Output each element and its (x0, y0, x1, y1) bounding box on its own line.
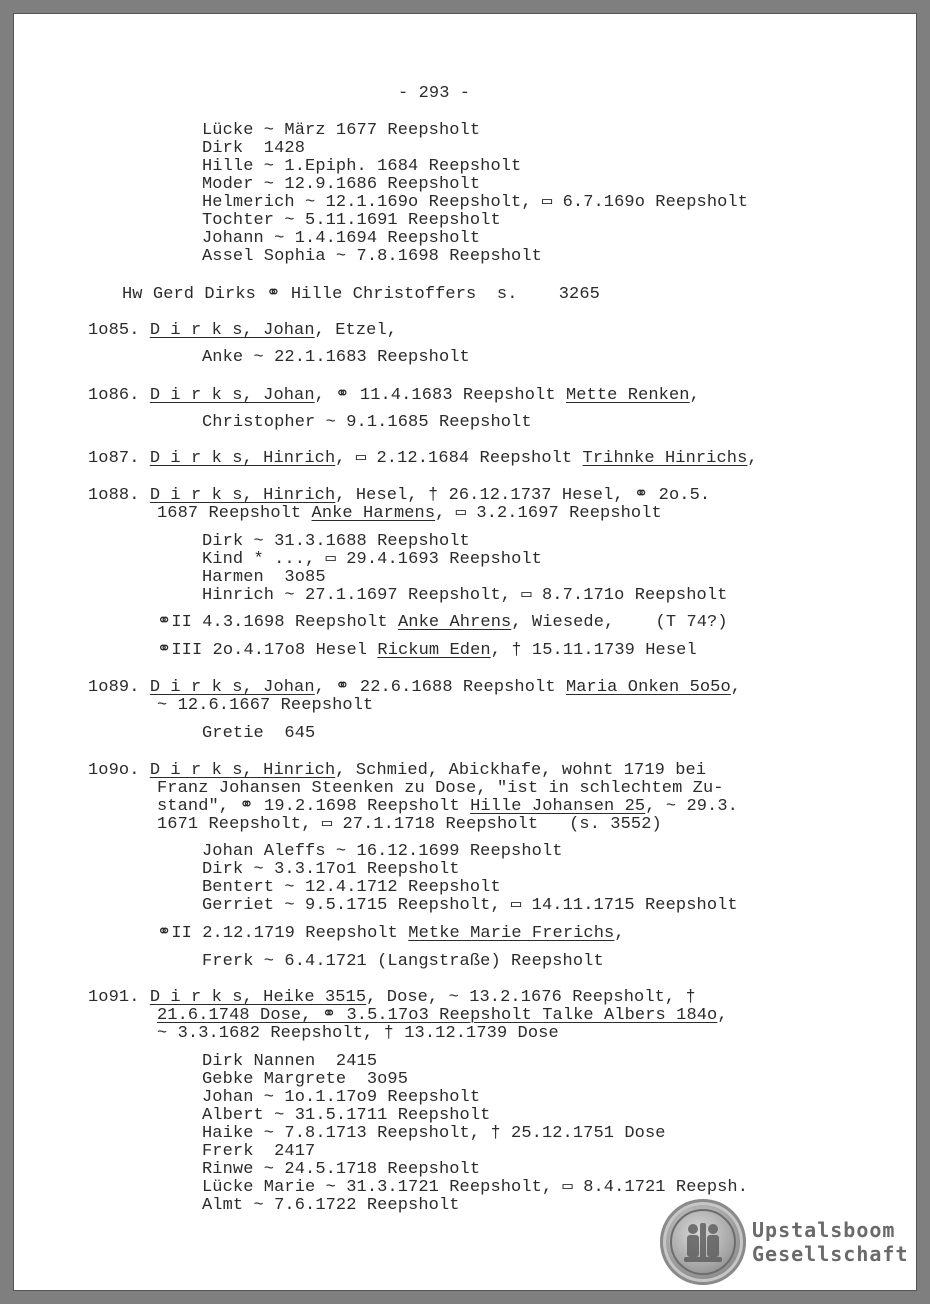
entry-1086 (88, 387, 700, 405)
entry-name: D i r k s, Johan (149, 678, 315, 697)
entry-text: , Schmied, Abickhafe, wohnt 1719 bei (335, 761, 707, 780)
entry-1088-line2 (157, 505, 662, 523)
child-line: Gerriet ~ 9.5.1715 Reepsholt, ▭ 14.11.1715 Reepsholt (202, 896, 738, 915)
child-line: Anke ~ 22.1.1683 Reepsholt (202, 348, 470, 367)
child-line: Johann ~ 1.4.1694 Reepsholt (202, 229, 481, 248)
document-page (14, 14, 916, 1290)
child-line: Johan Aleffs ~ 16.12.1699 Reepsholt (202, 842, 563, 861)
entry-text: ⚭II 4.3.1698 Reepsholt (157, 613, 398, 632)
child-line: Almt ~ 7.6.1722 Reepsholt (202, 1196, 460, 1215)
entry-name: D i r k s, Johan (149, 386, 315, 405)
spouse-name: Rickum Eden (377, 641, 491, 660)
entry-1089 (88, 679, 741, 697)
entry-1087 (88, 450, 758, 468)
entry-name: D i r k s, Heike 3515 (149, 988, 367, 1007)
entry-text: , † 15.11.1739 Hesel (490, 641, 697, 660)
entry-number: 1o91. (88, 988, 140, 1007)
entry-number: 1o87. (88, 449, 140, 468)
entry-text: ~ 12.6.1667 Reepsholt (157, 696, 374, 715)
entry-1085 (88, 322, 397, 340)
marriage-2-line (157, 614, 728, 632)
entry-text: , (614, 924, 625, 943)
entry-text: , ⚭ 22.6.1688 Reepsholt (314, 678, 566, 697)
child-line: Dirk ~ 31.3.1688 Reepsholt (202, 532, 470, 551)
child-line: Bentert ~ 12.4.1712 Reepsholt (202, 878, 501, 897)
seal-figures-icon (660, 1199, 746, 1285)
entry-text: Franz Johansen Steenken zu Dose, "ist in schlechtem Zu- (157, 779, 724, 798)
page-number: - 293 - (398, 84, 471, 103)
child-line: Dirk ~ 3.3.17o1 Reepsholt (202, 860, 460, 879)
entry-text: , ~ 29.3. (645, 797, 738, 816)
entry-text: 21.6.1748 Dose, ⚭ 3.5.17o3 Reepsholt (157, 1006, 543, 1025)
spouse-name: Trihnke Hinrichs (582, 449, 748, 468)
entry-text: , Wiesede, (T 74?) (511, 613, 728, 632)
logo-line-1: Upstalsboom (752, 1218, 896, 1242)
entry-text: , ▭ 2.12.1684 Reepsholt (335, 449, 583, 468)
entry-name: D i r k s, Johan (149, 321, 315, 340)
entry-text: ⚭III 2o.4.17o8 Hesel (157, 641, 378, 660)
spouse-name: Hille Johansen 25 (470, 797, 646, 816)
child-line: Albert ~ 31.5.1711 Reepsholt (202, 1106, 491, 1125)
logo-line-2: Gesellschaft (752, 1242, 909, 1266)
entry-text: , (730, 678, 742, 697)
entry-text: , (747, 449, 758, 468)
child-line: Kind * ..., ▭ 29.4.1693 Reepsholt (202, 550, 542, 569)
child-line: Frerk ~ 6.4.1721 (Langstraße) Reepsholt (202, 952, 604, 971)
child-line: Helmerich ~ 12.1.169o Reepsholt, ▭ 6.7.169o Reepsholt (202, 193, 749, 212)
spouse-name: Metke Marie Frerichs (408, 924, 615, 943)
spouse-name: Anke Ahrens (397, 613, 512, 632)
spouse-name: Anke Harmens (311, 504, 436, 523)
entry-1090 (88, 762, 706, 780)
entry-1091-line2 (157, 1007, 728, 1025)
entry-text: , Etzel, (314, 321, 398, 340)
entry-text: ⚭II 2.12.1719 Reepsholt (157, 924, 409, 943)
spouse-name: Talke Albers 184o (542, 1006, 718, 1025)
child-line: Moder ~ 12.9.1686 Reepsholt (202, 175, 481, 194)
entry-text: , (689, 386, 700, 405)
hw-ref: s. 3265 (496, 285, 600, 304)
entry-1090-line3 (157, 798, 738, 816)
child-line: Tochter ~ 5.11.1691 Reepsholt (202, 211, 501, 230)
entry-text: stand", ⚭ 19.2.1698 Reepsholt (157, 797, 471, 816)
entry-text: , ⚭ 11.4.1683 Reepsholt (314, 386, 566, 405)
entry-name: D i r k s, Hinrich (149, 761, 336, 780)
child-line: Assel Sophia ~ 7.8.1698 Reepsholt (202, 247, 542, 266)
child-line: Harmen 3o85 (202, 568, 326, 587)
child-line: Lücke ~ März 1677 Reepsholt (202, 121, 481, 140)
child-line: Dirk Nannen 2415 (202, 1052, 378, 1071)
child-line: Lücke Marie ~ 31.3.1721 Reepsholt, ▭ 8.4.1721 Reepsh. (202, 1178, 749, 1197)
spouse-name: Mette Renken (565, 386, 690, 405)
child-line: Dirk 1428 (202, 139, 306, 158)
child-line: Haike ~ 7.8.1713 Reepsholt, † 25.12.1751 Dose (202, 1124, 666, 1143)
entry-1091 (88, 989, 696, 1007)
entry-text: 1687 Reepsholt (157, 504, 312, 523)
child-line: Christopher ~ 9.1.1685 Reepsholt (202, 413, 532, 432)
child-line: Frerk 2417 (202, 1142, 316, 1161)
entry-number: 1o85. (88, 321, 140, 340)
marriage-3-line (157, 642, 697, 660)
child-line: Johan ~ 1o.1.17o9 Reepsholt (202, 1088, 481, 1107)
hw-text: Hw Gerd Dirks ⚭ Hille Christoffers (122, 285, 477, 304)
entry-number: 1o88. (88, 486, 140, 505)
entry-text: , Hesel, † 26.12.1737 Hesel, ⚭ 2o.5. (335, 486, 711, 505)
entry-number: 1o86. (88, 386, 140, 405)
entry-name: D i r k s, Hinrich (149, 449, 336, 468)
entry-text: 1671 Reepsholt, ▭ 27.1.1718 Reepsholt (s. 3552) (157, 815, 662, 834)
spouse-name: Maria Onken 5o5o (565, 678, 731, 697)
hw-line (122, 286, 600, 304)
entry-text: , ▭ 3.2.1697 Reepsholt (435, 504, 662, 523)
entry-text: , (717, 1006, 728, 1025)
entry-number: 1o89. (88, 678, 140, 697)
entry-text: , Dose, ~ 13.2.1676 Reepsholt, † (366, 988, 696, 1007)
entry-1088 (88, 487, 710, 505)
entry-text: ~ 3.3.1682 Reepsholt, † 13.12.1739 Dose (157, 1024, 559, 1043)
child-line: Gebke Margrete 3o95 (202, 1070, 409, 1089)
entry-number: 1o9o. (88, 761, 140, 780)
marriage-2-line (157, 925, 625, 943)
child-line: Gretie 645 (202, 724, 316, 743)
child-line: Rinwe ~ 24.5.1718 Reepsholt (202, 1160, 481, 1179)
child-line: Hinrich ~ 27.1.1697 Reepsholt, ▭ 8.7.171o Reepsholt (202, 586, 728, 605)
child-line: Hille ~ 1.Epiph. 1684 Reepsholt (202, 157, 522, 176)
entry-name: D i r k s, Hinrich (149, 486, 336, 505)
seal-logo-icon (660, 1199, 746, 1285)
